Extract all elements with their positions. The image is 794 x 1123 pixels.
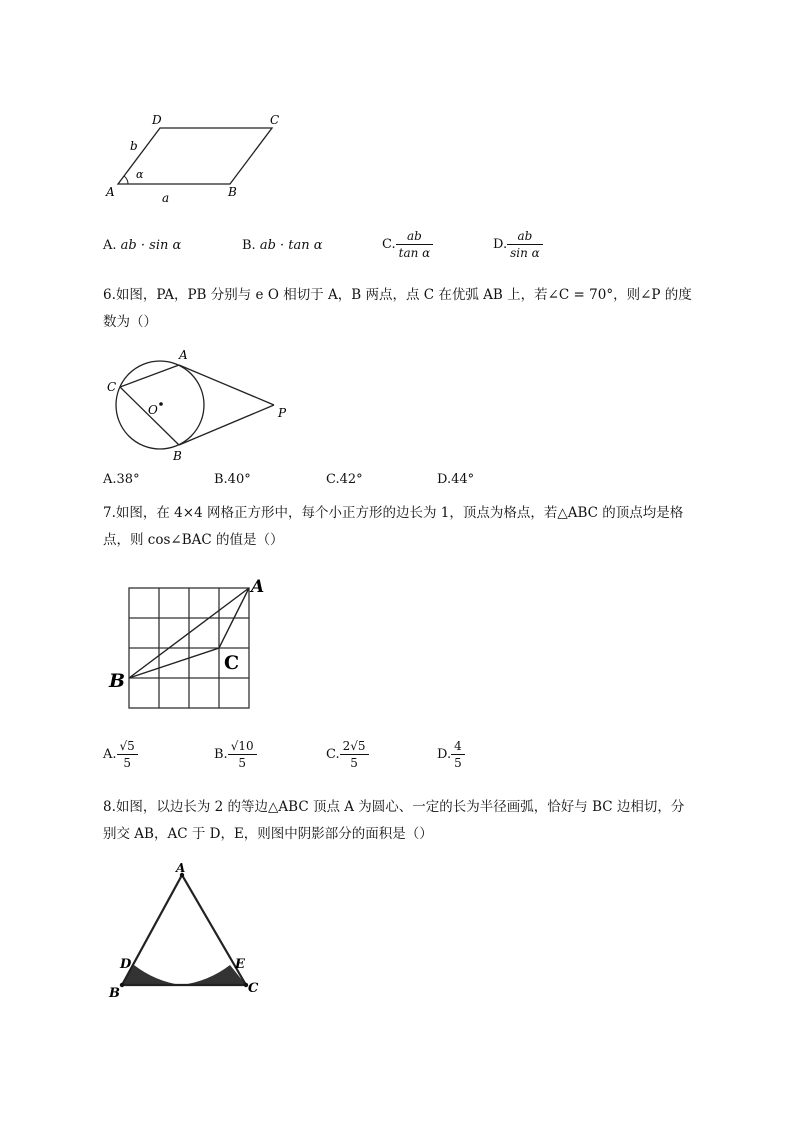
tangent-PB xyxy=(179,405,274,445)
grid-triangle-figure xyxy=(105,575,280,715)
q6-option-b[interactable]: B.40° xyxy=(214,472,251,487)
q5-option-b[interactable]: B. ab · tan α xyxy=(242,238,323,253)
q7-line2: 点，则 cos∠BAC 的值是（） xyxy=(103,532,284,548)
q7-option-c[interactable]: C. $\frac{2√5}{5}$ xyxy=(326,738,369,771)
label-C: C xyxy=(107,380,117,394)
label-A: A xyxy=(251,577,265,597)
q8-line1: 8.如图，以边长为 2 的等边△ABC 顶点 A 为圆心、一定的长为半径画弧，恰好与 BC 边相切，分 xyxy=(103,799,685,815)
q7-line1: 7.如图，在 4×4 网格正方形中，每个小正方形的边长为 1，顶点为格点，若△ABC 的顶点均是格 xyxy=(103,505,684,521)
label-O: O xyxy=(148,403,158,417)
q7-option-b[interactable]: B. $\frac{√10}{5}$ xyxy=(214,738,257,771)
label-B: B xyxy=(228,185,237,199)
center-dot xyxy=(159,402,163,406)
q6-text xyxy=(103,282,703,336)
q7-option-d-fraction: $\frac{4}{5}$ xyxy=(451,738,465,771)
q5-option-c-fraction: $\frac{ab}{\text{tan α}}$ xyxy=(396,228,434,261)
label-A: A xyxy=(179,348,188,362)
q5-option-b-expr: ab · tan α xyxy=(259,238,323,253)
tangent-PA xyxy=(179,365,274,405)
label-C: C xyxy=(248,981,259,996)
q7-option-b-fraction: $\frac{√10}{5}$ xyxy=(228,738,257,771)
q7-option-a-fraction: $\frac{√5}{5}$ xyxy=(117,738,138,771)
q5-option-c[interactable]: C. $\frac{ab}{\text{tan α}}$ xyxy=(382,228,433,261)
chord-CA xyxy=(120,365,179,387)
label-P: P xyxy=(278,406,287,420)
q8-text xyxy=(103,794,703,848)
label-D: D xyxy=(120,957,132,972)
label-B: B xyxy=(109,986,120,1001)
q7-text xyxy=(103,500,703,554)
q8-line2: 别交 AB，AC 于 D，E，则图中阴影部分的面积是（） xyxy=(103,826,433,842)
label-C: C xyxy=(224,652,240,674)
label-b: b xyxy=(130,139,138,153)
q5-option-d[interactable]: D. $\frac{ab}{\text{sin α}}$ xyxy=(493,228,543,261)
circle-tangent-figure xyxy=(100,345,300,465)
q6-option-d[interactable]: D.44° xyxy=(437,472,475,487)
parallelogram-figure xyxy=(100,110,300,210)
label-B: B xyxy=(173,449,182,463)
q7-option-d[interactable]: D. $\frac{4}{5}$ xyxy=(437,738,465,771)
q5-option-a-expr: ab · sin α xyxy=(120,238,182,253)
q5-option-a[interactable]: A. ab · sin α xyxy=(103,238,182,253)
equilateral-triangle-figure xyxy=(105,862,275,1007)
q7-option-a[interactable]: A. $\frac{√5}{5}$ xyxy=(103,738,138,771)
angle-arc xyxy=(124,176,128,184)
label-a: a xyxy=(162,191,170,205)
grid xyxy=(129,588,249,708)
label-D: D xyxy=(152,113,162,127)
q6-line2: 数为（） xyxy=(103,314,157,330)
label-A: A xyxy=(106,185,115,199)
q6-line1: 6.如图，PA，PB 分别与 e O 相切于 A，B 两点，点 C 在优弧 AB 上，若∠C = 70°，则∠P 的度 xyxy=(103,287,692,303)
q6-option-c[interactable]: C.42° xyxy=(326,472,363,487)
q6-option-a[interactable]: A.38° xyxy=(103,472,140,487)
label-C: C xyxy=(270,113,280,127)
label-alpha: α xyxy=(136,168,144,181)
vertex-B xyxy=(120,983,124,987)
q7-option-c-fraction: $\frac{2√5}{5}$ xyxy=(340,738,369,771)
label-E: E xyxy=(235,957,245,972)
label-A: A xyxy=(176,862,186,875)
q5-option-d-fraction: $\frac{ab}{\text{sin α}}$ xyxy=(507,228,543,261)
label-B: B xyxy=(109,670,126,692)
